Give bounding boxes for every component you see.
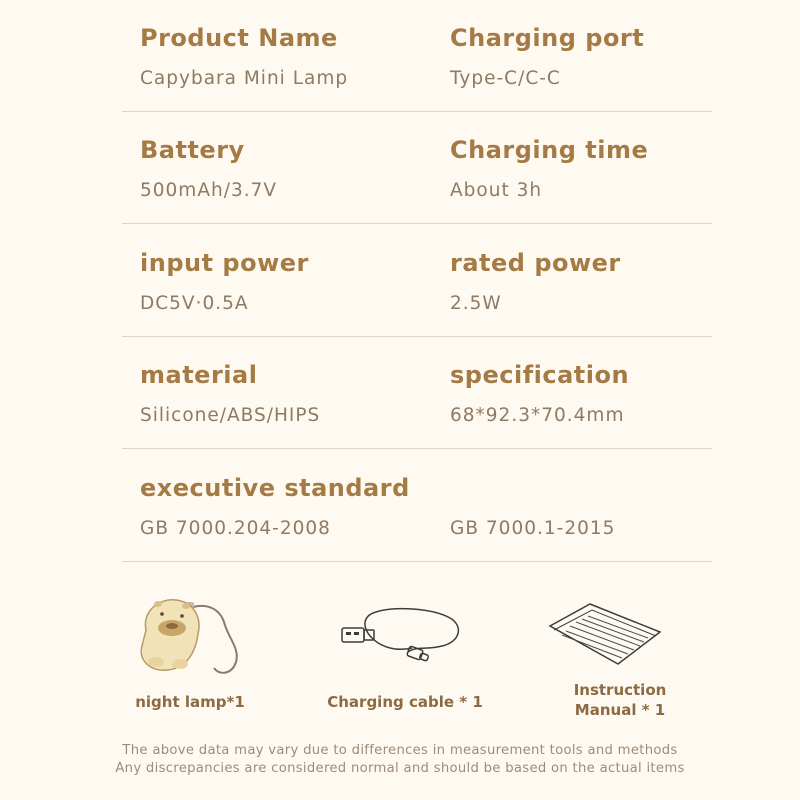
row-divider [122,223,712,224]
instruction-manual-label-line2: Manual * 1 [574,701,666,719]
row-divider [122,448,712,449]
spec-label: Charging time [450,136,649,164]
spec-value: Silicone/ABS/HIPS [140,405,321,426]
spec-label: input power [140,249,309,277]
spec-value: 68*92.3*70.4mm [450,405,625,426]
spec-value: Capybara Mini Lamp [140,68,349,89]
night-lamp-label: night lamp*1 [135,693,245,711]
spec-value: 2.5W [450,293,502,314]
spec-label: Battery [140,136,245,164]
package-contents [0,580,800,730]
disclaimer-line-1: The above data may vary due to differences in measurement tools and methods [122,743,678,758]
manual-icon [542,600,667,670]
row-divider [122,561,712,562]
capybara-lamp-icon [128,590,268,680]
spec-value: Type-C/C-C [450,68,561,89]
usb-cable-icon [332,602,467,672]
disclaimer [0,742,800,778]
spec-row-material [122,337,712,449]
spec-label: material [140,361,258,389]
spec-label: specification [450,361,630,389]
spec-label: Product Name [140,24,338,52]
spec-label: rated power [450,249,621,277]
spec-value: GB 7000.204-2008 [140,518,331,539]
spec-value: 500mAh/3.7V [140,180,278,201]
spec-row-product [122,0,712,112]
spec-row-standard [122,450,712,562]
instruction-manual-label-line1: Instruction [573,681,667,699]
spec-label: Charging port [450,24,645,52]
spec-row-battery [122,112,712,224]
instruction-manual-label [540,680,700,720]
spec-value: About 3h [450,180,543,201]
charging-cable-label: Charging cable * 1 [327,693,483,711]
spec-value: GB 7000.1-2015 [450,518,616,539]
spec-value: DC5V·0.5A [140,293,249,314]
spec-row-power [122,225,712,337]
spec-label: executive standard [140,474,410,502]
disclaimer-line-2: Any discrepancies are considered normal and should be based on the actual items [115,761,685,776]
